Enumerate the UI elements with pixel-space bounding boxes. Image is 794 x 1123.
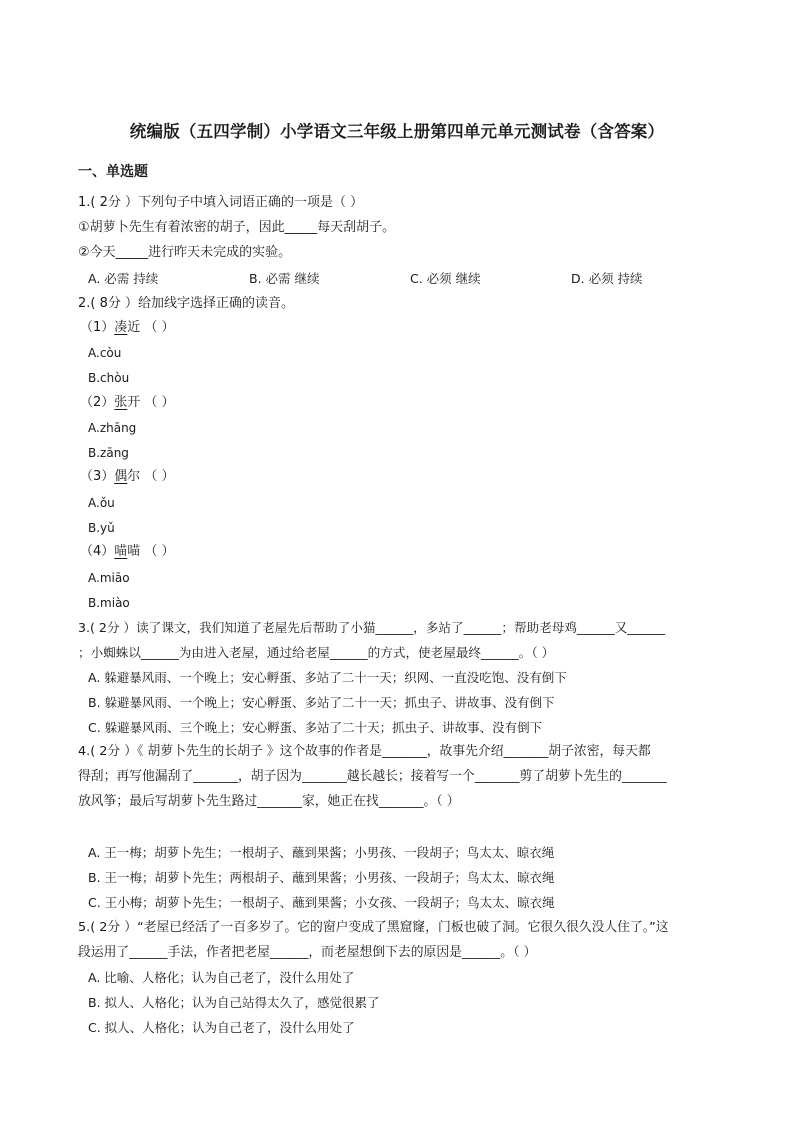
item-number: （2） [80, 395, 115, 410]
item-number: （1） [80, 320, 115, 335]
question-5-option-c[interactable]: C. 拟人、人格化；认为自己老了，没什么用处了 [88, 1020, 355, 1035]
item-word-rest: 开 （ ） [127, 395, 175, 410]
option-a[interactable]: A. 必需 持续 [88, 271, 159, 286]
question-2-item-3-option-b[interactable]: B.yǔ [88, 521, 115, 535]
item-word-rest: 喵 （ ） [127, 544, 175, 559]
question-5-option-b[interactable]: B. 拟人、人格化；认为自己站得太久了，感觉很累了 [88, 995, 380, 1010]
question-2-item-4 [80, 542, 175, 562]
option-c[interactable]: C. 必须 继续 [410, 271, 481, 286]
question-4-stem-line-3: 放风筝；最后写胡萝卜先生路过_______家，她正在找_______。（ ） [78, 794, 460, 809]
question-3-stem-line-2: ；小蜘蛛以______为由进入老屋，通过给老屋______的方式，使老屋最终______。（ ） [78, 645, 555, 660]
question-3-stem-line-1: 3.( 2分 ）读了课文，我们知道了老屋先后帮助了小猫______，多站了______；帮助老母鸡______又______ [78, 620, 666, 635]
option-d[interactable]: D. 必须 持续 [571, 271, 643, 286]
question-2-stem: 2.( 8分 ）给加线字选择正确的读音。 [78, 296, 295, 311]
page-title: 统编版（五四学制）小学语文三年级上册第四单元单元测试卷（含答案） [129, 122, 665, 141]
underlined-character: 偶 [114, 469, 128, 484]
question-2-item-1-option-a[interactable]: A.còu [88, 346, 122, 360]
question-2-item-2-option-b[interactable]: B.zāng [88, 446, 129, 460]
question-1-options [88, 269, 718, 287]
question-2-item-3 [80, 467, 175, 487]
section-heading: 一、单选题 [78, 164, 148, 180]
question-2-item-4-option-a[interactable]: A.miāo [88, 571, 130, 585]
question-3-option-c[interactable]: C. 躲避暴风雨、三个晚上；安心孵蛋、多站了二十天；抓虫子、讲故事、没有倒下 [88, 720, 543, 735]
question-1-stem: 1.( 2分 ）下列句子中填入词语正确的一项是（ ） [78, 195, 364, 210]
item-word-rest: 尔 （ ） [127, 469, 175, 484]
question-4-option-c[interactable]: C. 王小梅；胡萝卜先生；一根胡子、蘸到果酱；小女孩、一段胡子；鸟太太、晾衣绳 [88, 895, 555, 910]
question-2-item-4-option-b[interactable]: B.miào [88, 596, 130, 610]
question-2-item-3-option-a[interactable]: A.ǒu [88, 496, 115, 510]
question-2-item-1 [80, 318, 175, 338]
question-2-item-1-option-b[interactable]: B.chòu [88, 371, 130, 385]
question-2-item-2-option-a[interactable]: A.zhāng [88, 421, 137, 435]
question-3-option-a[interactable]: A. 躲避暴风雨、一个晚上；安心孵蛋、多站了二十一天；织网、一直没吃饱、没有倒下 [88, 670, 567, 685]
option-b[interactable]: B. 必需 继续 [249, 271, 320, 286]
underlined-character: 凑 [114, 320, 128, 335]
item-number: （4） [80, 544, 115, 559]
question-4-stem-line-2: 得刮；再写他漏刮了_______，胡子因为_______越长越长；接着写一个_______剪了胡萝卜先生的_______ [78, 769, 667, 784]
item-word-rest: 近 （ ） [127, 320, 175, 335]
question-5-option-a[interactable]: A. 比喻、人格化；认为自己老了，没什么用处了 [88, 970, 355, 985]
question-5-stem-line-1: 5.( 2分 ）“老屋已经活了一百多岁了。它的窗户变成了黑窟窿，门板也破了洞。它很久很久没人住了。”这 [78, 920, 669, 935]
underlined-character: 张 [114, 395, 128, 410]
question-5-stem-line-2: 段运用了______手法，作者把老屋______，而老屋想倒下去的原因是______。（ ） [78, 945, 537, 960]
question-4-option-a[interactable]: A. 王一梅；胡萝卜先生；一根胡子、蘸到果酱；小男孩、一段胡子；鸟太太、晾衣绳 [88, 845, 555, 860]
underlined-character: 喵 [114, 544, 128, 559]
question-4-option-b[interactable]: B. 王一梅；胡萝卜先生；两根胡子、蘸到果酱；小男孩、一段胡子；鸟太太、晾衣绳 [88, 870, 555, 885]
question-4-stem-line-1: 4.( 2分 ）《 胡萝卜先生的长胡子 》这个故事的作者是_______，故事先介绍_______胡子浓密，每天都 [78, 744, 651, 759]
question-1-sentence-1: ①胡萝卜先生有着浓密的胡子，因此_____每天刮胡子。 [78, 220, 396, 235]
item-number: （3） [80, 469, 115, 484]
question-3-option-b[interactable]: B. 躲避暴风雨、一个晚上；安心孵蛋、多站了二十一天；抓虫子、讲故事、没有倒下 [88, 695, 555, 710]
question-1-sentence-2: ②今天_____进行昨天未完成的实验。 [78, 245, 292, 260]
question-2-item-2 [80, 393, 175, 413]
